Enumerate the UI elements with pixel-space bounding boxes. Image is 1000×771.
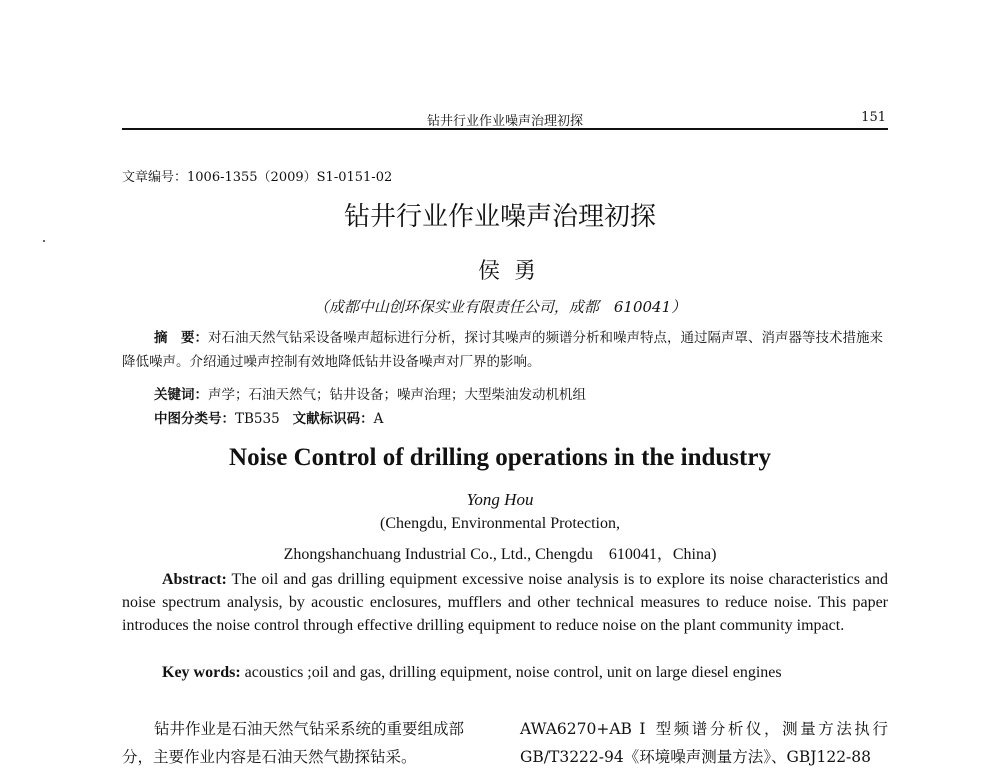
chinese-title: 钻井行业作业噪声治理初探 xyxy=(343,202,656,232)
header-rule xyxy=(122,128,888,130)
running-header xyxy=(122,108,888,130)
classification-line xyxy=(154,407,383,427)
english-abstract-label: Abstract: xyxy=(162,571,227,588)
chinese-abstract-label: 摘 要： xyxy=(154,330,208,346)
english-author: Yong Hou xyxy=(466,490,534,509)
running-title: 钻井行业作业噪声治理初探 xyxy=(426,114,583,129)
english-title: Noise Control of drilling operations in the industry xyxy=(229,444,771,471)
chinese-keywords xyxy=(154,383,586,403)
english-keywords xyxy=(162,664,782,682)
article-number: 文章编号：1006-1355（2009）S1-0151-02 xyxy=(122,170,393,185)
chinese-abstract-text: 对石油天然气钻采设备噪声超标进行分析，探讨其噪声的频谱分析和噪声特点，通过隔声罩、消声器等技术措施来降低噪声。介绍通过噪声控制有效地降低钻井设备噪声对厂界的影响。 xyxy=(122,330,883,370)
english-abstract-text: The oil and gas drilling equipment excessive noise analysis is to explore its noise characteristics and noise spectrum analysis, by acoustic enclosures, mufflers and other technical measures to reduce noise. This paper introduces the noise control through effective drilling equipment to reduce noise on the plant community impact. xyxy=(122,571,888,634)
body-left-column: 钻井作业是石油天然气钻采系统的重要组成部分，主要作业内容是石油天然气勘探钻采。 xyxy=(122,720,465,766)
page-number: 151 xyxy=(861,110,886,125)
chinese-author: 侯勇 xyxy=(477,259,550,284)
chinese-keywords-label: 关键词： xyxy=(154,387,208,403)
clc-label: 中图分类号： xyxy=(154,411,235,427)
body-right-column: AWA6270+AB Ⅰ 型频谱分析仪，测量方法执行GB/T3222-94《环境噪声测量方法》、GBJ122-88 xyxy=(520,720,888,766)
chinese-keywords-text: 声学；石油天然气；钻井设备；噪声治理；大型柴油发动机机组 xyxy=(208,387,586,403)
doc-code-value: A xyxy=(373,411,384,427)
english-keywords-text: acoustics ;oil and gas, drilling equipment, noise control, unit on large diesel engines xyxy=(240,664,782,681)
doc-code-label: 文献标识码： xyxy=(292,411,374,427)
scan-speck xyxy=(43,240,45,242)
clc-value: TB535 xyxy=(235,411,280,427)
english-abstract xyxy=(122,568,888,637)
english-affiliation-line1: (Chengdu, Environmental Protection, xyxy=(380,515,620,532)
english-keywords-label: Key words: xyxy=(162,664,241,681)
chinese-abstract xyxy=(122,326,890,374)
chinese-affiliation: （成都中山创环保实业有限责任公司，成都 610041） xyxy=(313,298,687,316)
english-affiliation-line2: Zhongshanchuang Industrial Co., Ltd., Chengdu 610041，China) xyxy=(283,546,717,563)
